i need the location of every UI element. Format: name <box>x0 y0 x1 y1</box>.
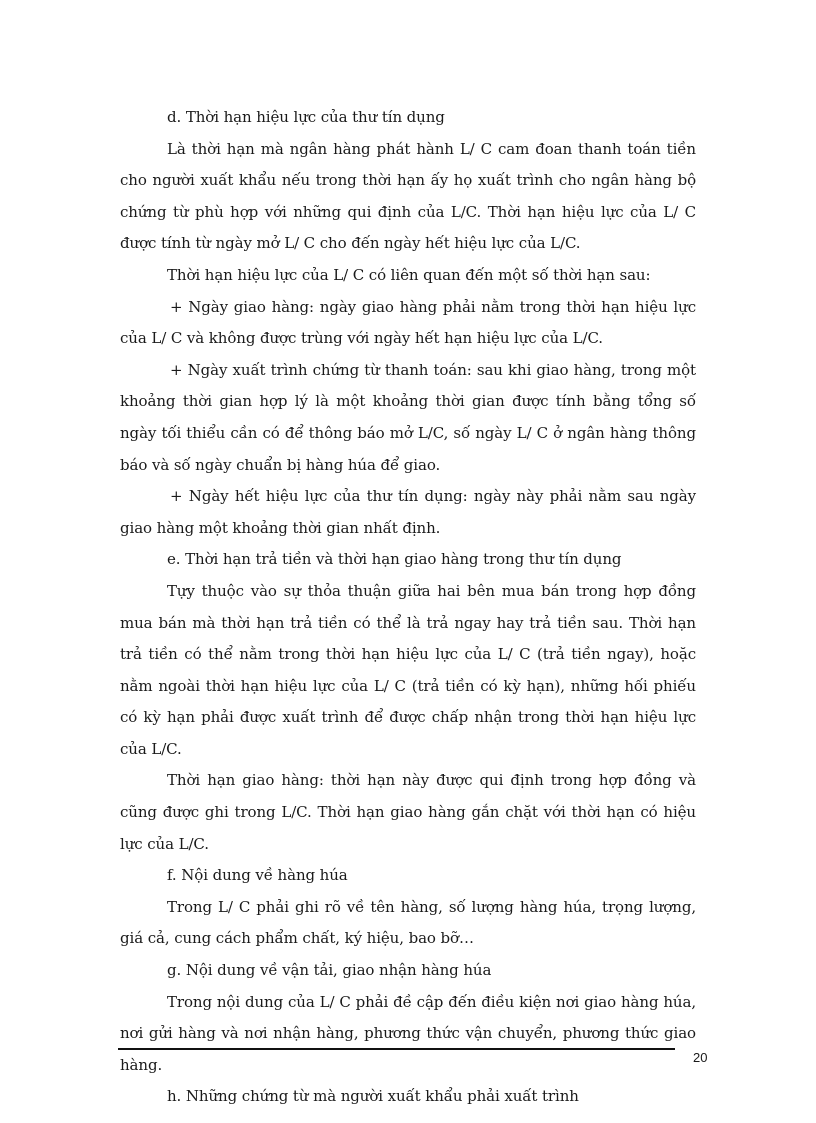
section-heading-f: f. Nội dung về hàng húa <box>167 866 348 885</box>
section-heading-e: e. Thời hạn trả tiền và thời hạn giao hàng trong thư tín dụng <box>167 550 622 569</box>
paragraph-related-deadlines: Thời hạn hiệu lực của L/ C có liên quan đến một số thời hạn sau: <box>167 265 651 284</box>
bullet-expiry-date: + Ngày hết hiệu lực của thư tín dụng: ngày này phải nằm sau ngày giao hàng một khoảng thời gian nhất định. <box>120 487 696 537</box>
footer-divider <box>118 1048 675 1050</box>
paragraph-transport-content: Trong nội dung của L/ C phải đề cập đến điều kiện nơi giao hàng húa, nơi gửi hàng và nơi nhận hàng, phương thức vận chuyển, phương thức giao hàng. <box>120 992 696 1074</box>
paragraph-validity-definition: Là thời hạn mà ngân hàng phát hành L/ C cam đoan thanh toán tiền cho người xuất khẩu nếu trong thời hạn ấy họ xuất trình cho ngân hàng bộ chứng từ phù hợp với những qui định của L/C. Thời hạn hiệu lực của L/ C được tính từ ngày mở L/ C cho đến ngày hết hiệu lực của L/C. <box>120 139 696 253</box>
section-heading-g: g. Nội dung về vận tải, giao nhận hàng húa <box>167 961 492 980</box>
document-body <box>120 102 696 1113</box>
paragraph-goods-content: Trong L/ C phải ghi rõ về tên hàng, số lượng hàng húa, trọng lượng, giá cả, cung cách phẩm chất, ký hiệu, bao bỡ… <box>120 897 696 948</box>
page-number: 20 <box>693 1050 708 1065</box>
section-heading-d: d. Thời hạn hiệu lực của thư tín dụng <box>167 108 445 126</box>
bullet-shipment-date: + Ngày giao hàng: ngày giao hàng phải nằm trong thời hạn hiệu lực của L/ C và không được trùng với ngày hết hạn hiệu lực của L/C. <box>120 297 696 348</box>
bullet-presentation-date: + Ngày xuất trình chứng từ thanh toán: sau khi giao hàng, trong một khoảng thời gian hợp lý là một khoảng thời gian được tính bằng tổng số ngày tối thiểu cần có để thông báo mở L/C, số ngày L/ C ở ngân hàng thông báo và số ngày chuẩn bị hàng húa để giao. <box>120 360 696 474</box>
section-heading-h: h. Những chứng từ mà người xuất khẩu phải xuất trình <box>167 1087 579 1106</box>
paragraph-payment-term: Tựy thuộc vào sự thỏa thuận giữa hai bên mua bán trong hợp đồng mua bán mà thời hạn trả tiền có thể là trả ngay hay trả tiền sau. Thời hạn trả tiền có thể nằm trong thời hạn hiệu lực của L/ C (trả tiền ngay), hoặc nằm ngoài thời hạn hiệu lực của L/ C (trả tiền có kỳ hạn), những hối phiếu có kỳ hạn phải được xuất trình để được chấp nhận trong thời hạn hiệu lực của L/C. <box>120 581 696 758</box>
paragraph-shipment-term: Thời hạn giao hàng: thời hạn này được qui định trong hợp đồng và cũng được ghi trong L/C. Thời hạn giao hàng gắn chặt với thời hạn có hiệu lực của L/C. <box>120 771 696 853</box>
